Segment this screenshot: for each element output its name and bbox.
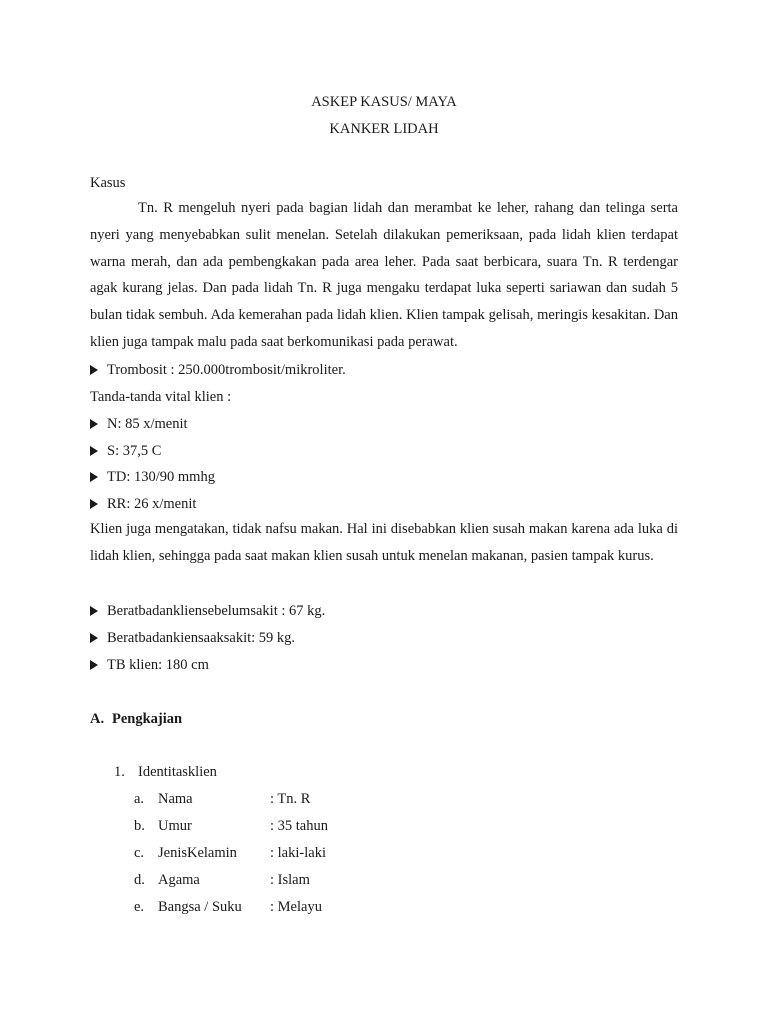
subsection-title: Identitasklien: [138, 764, 217, 780]
bullet-item: [90, 362, 346, 379]
identity-row: [134, 899, 322, 916]
row-value: : laki-laki: [270, 845, 326, 861]
intake-paragraph: Klien juga mengatakan, tidak nafsu makan. Hal ini disebabkan klien susah makan karena ada luka di lidah klien, sehingga pada saat makan klien susah untuk menelan makanan, pasien tampak kurus.: [90, 521, 678, 564]
arrow-bullet-icon: [90, 365, 98, 375]
document-title: ASKEP KASUS/ MAYA: [311, 94, 457, 110]
bullet-text: RR: 26 x/menit: [107, 496, 197, 512]
subsection-number: 1.: [114, 764, 125, 780]
identity-row: [134, 791, 310, 808]
bullet-item: [90, 657, 209, 674]
bullet-text: TD: 130/90 mmhg: [107, 469, 215, 485]
row-letter: d.: [134, 872, 145, 888]
identity-row: [134, 845, 326, 862]
bullet-item: [90, 603, 325, 620]
bullet-text: Beratbadankiensaaksakit: 59 kg.: [107, 630, 296, 646]
document-subtitle: KANKER LIDAH: [329, 121, 439, 137]
case-paragraph: Tn. R mengeluh nyeri pada bagian lidah dan merambat ke leher, rahang dan telinga serta nyeri yang menyebabkan sulit menelan. Setelah dilakukan pemeriksaan, pada lidah klien terdapat warna merah, dan ada pembengkakan pada area leher. Pada saat berbicara, suara Tn. R terdengar agak kurang jelas. Dan pada lidah Tn. R juga mengaku terdapat luka seperti sariawan dan sudah 5 bulan tidak sembuh. Ada kemerahan pada lidah klien. Klien tampak gelisah, meringis kesakitan. Dan klien juga tampak malu pada saat berkomunikasi pada perawat.: [90, 200, 678, 350]
row-name: JenisKelamin: [158, 845, 237, 861]
row-name: Bangsa / Suku: [158, 899, 242, 915]
identity-row: [134, 872, 310, 889]
arrow-bullet-icon: [90, 499, 98, 509]
bullet-item: [90, 630, 295, 647]
arrow-bullet-icon: [90, 419, 98, 429]
bullet-text: S: 37,5 C: [107, 443, 162, 459]
arrow-bullet-icon: [90, 660, 98, 670]
row-name: Agama: [158, 872, 200, 888]
arrow-bullet-icon: [90, 606, 98, 616]
bullet-text: Beratbadankliensebelumsakit : 67 kg.: [107, 603, 326, 619]
arrow-bullet-icon: [90, 446, 98, 456]
vitals-label: Tanda-tanda vital klien :: [90, 389, 232, 405]
row-name: Nama: [158, 791, 193, 807]
row-value: : Melayu: [270, 899, 322, 915]
arrow-bullet-icon: [90, 472, 98, 482]
row-letter: e.: [134, 899, 145, 915]
row-value: : Tn. R: [270, 791, 311, 807]
section-title: Pengkajian: [112, 711, 183, 727]
bullet-text: TB klien: 180 cm: [107, 657, 209, 673]
section-a-heading: [90, 711, 182, 728]
bullet-item: [90, 469, 215, 486]
row-value: : 35 tahun: [270, 818, 328, 834]
bullet-text: N: 85 x/menit: [107, 416, 188, 432]
identity-row: [134, 818, 328, 835]
row-name: Umur: [158, 818, 192, 834]
section-number: A.: [90, 711, 105, 727]
row-letter: a.: [134, 791, 145, 807]
bullet-item: [90, 443, 161, 460]
row-letter: c.: [134, 845, 145, 861]
section-kasus-label: Kasus: [90, 175, 126, 191]
arrow-bullet-icon: [90, 633, 98, 643]
bullet-text: Trombosit : 250.000trombosit/mikroliter.: [107, 362, 346, 378]
row-letter: b.: [134, 818, 145, 834]
row-value: : Islam: [270, 872, 310, 888]
subsection-1-heading: [114, 764, 217, 781]
bullet-item: [90, 496, 196, 513]
bullet-item: [90, 416, 188, 433]
